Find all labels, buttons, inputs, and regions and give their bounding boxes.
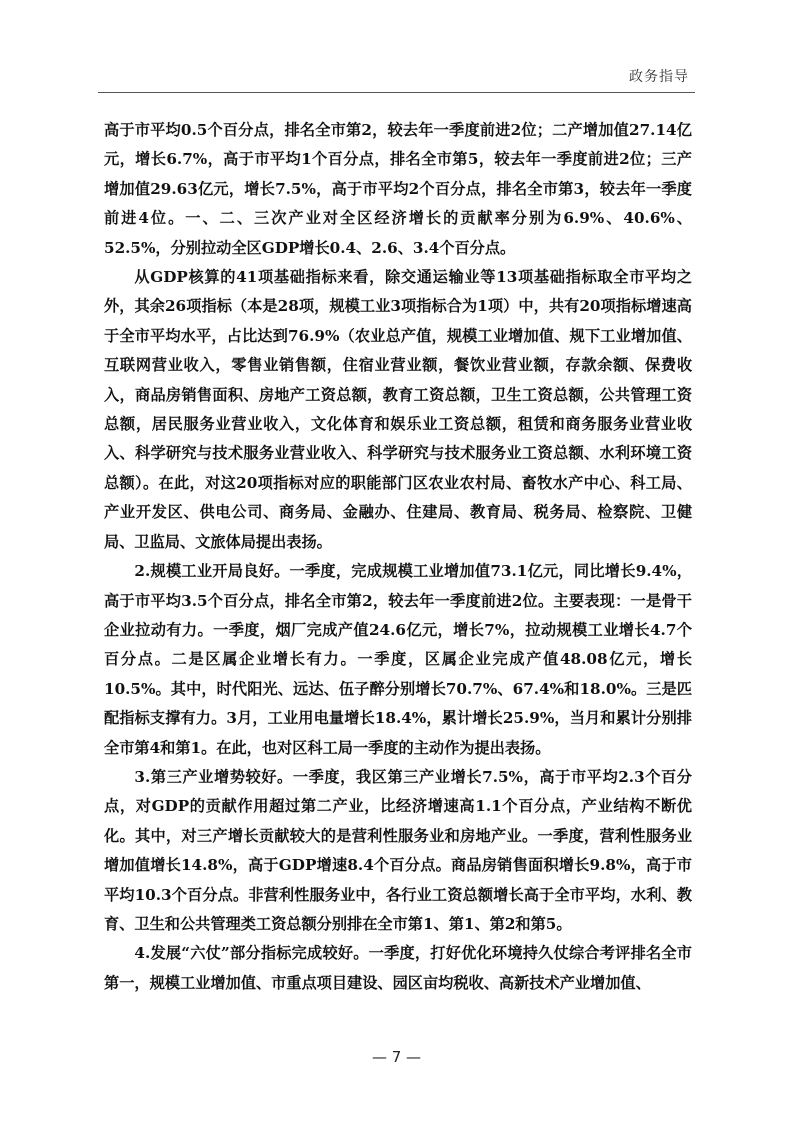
section-label: 政务指导 xyxy=(629,69,689,85)
page-number: — 7 — xyxy=(371,1048,422,1066)
paragraph-continuation: 高于市平均0.5个百分点，排名全市第2，较去年一季度前进2位；二产增加值27.14亿元，增长6.7%，高于市平均1个百分点，排名全市第5，较去年一季度前进2位；三产增加值29.63亿元，增长7.5%，高于市平均2个百分点，排名全市第3，较去年一季度前进4位。一、二、三次产业对全区经济增长的贡献率分别为6.9%、40.6%、52.5%，分别拉动全区GDP增长0.4、2.6、3.4个百分点。 xyxy=(104,121,692,257)
paragraph-six-battles: 4.发展“六仗”部分指标完成较好。一季度，打好优化环境持久仗综合考评排名全市第一，规模工业增加值、市重点项目建设、园区亩均税收、高新技术产业增加值、 xyxy=(104,944,692,992)
paragraph-tertiary-industry: 3.第三产业增势较好。一季度，我区第三产业增长7.5%，高于市平均2.3个百分点，对GDP的贡献作用超过第二产业，比经济增速高1.1个百分点，产业结构不断优化。其中，对三产增长贡献较大的是营利性服务业和房地产业。一季度，营利性服务业增加值增长14.8%，高于GDP增速8.4个百分点。商品房销售面积增长9.8%，高于市平均10.3个百分点。非营利性服务业中，各行业工资总额增长高于全市平均，水利、教育、卫生和公共管理类工资总额分别排在全市第1、第1、第2和第5。 xyxy=(104,767,692,933)
document-body xyxy=(104,116,692,998)
paragraph-gdp-indicators: 从GDP核算的41项基础指标来看，除交通运输业等13项基础指标取全市平均之外，其余26项指标（本是28项，规模工业3项指标合为1项）中，共有20项指标增速高于全市平均水平，占比达到76.9%（农业总产值，规模工业增加值、规下工业增加值、互联网营业收入，零售业销售额，住宿业营业额，餐饮业营业额，存款余额、保费收入，商品房销售面积、房地产工资总额，教育工资总额，卫生工资总额，公共管理工资总额，居民服务业营业收入，文化体育和娱乐业工资总额，租赁和商务服务业营业收入、科学研究与技术服务业营业收入、科学研究与技术服务业工资总额、水利环境工资总额）。在此，对这20项指标对应的职能部门区农业农村局、畜牧水产中心、科工局、产业开发区、供电公司、商务局、金融办、住建局、教育局、税务局、检察院、卫健局、卫监局、文旅体局提出表扬。 xyxy=(104,268,692,551)
paragraph-industry: 2.规模工业开局良好。一季度，完成规模工业增加值73.1亿元，同比增长9.4%，高于市平均3.5个百分点，排名全市第2，较去年一季度前进2位。主要表现：一是骨干企业拉动有力。一季度，烟厂完成产值24.6亿元，增长7%，拉动规模工业增长4.7个百分点。二是区属企业增长有力。一季度，区属企业完成产值48.08亿元，增长10.5%。其中，时代阳光、远达、伍子醉分别增长70.7%、67.4%和18.0%。三是匹配指标支撑有力。3月，工业用电量增长18.4%，累计增长25.9%，当月和累计分别排全市第4和第1。在此，也对区科工局一季度的主动作为提出表扬。 xyxy=(104,562,692,757)
header-divider xyxy=(98,92,695,93)
